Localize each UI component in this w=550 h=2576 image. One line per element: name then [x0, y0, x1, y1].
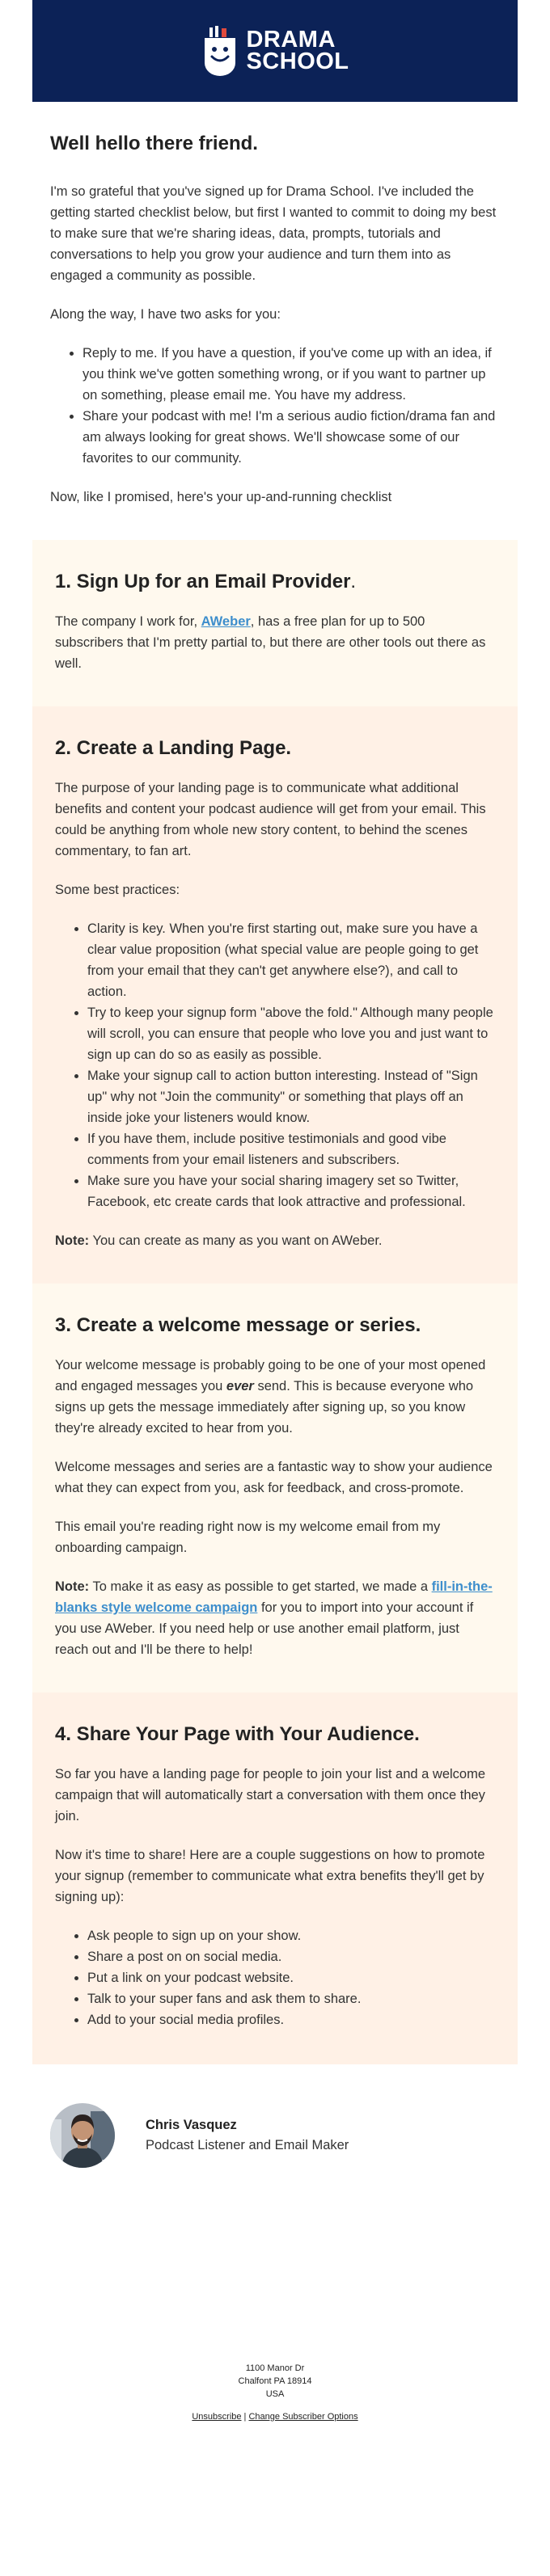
note-label: Note:	[55, 1233, 90, 1248]
step-1-text-after: , has a free plan for up to 500 subscribers that I'm pretty partial to, but there are other tools out there as well.	[55, 614, 486, 671]
note-after: for you to import into your account if you use AWeber. If you need help or use another email platform, just reach out and I'll be there to help!	[55, 1600, 474, 1657]
address-line-3: USA	[265, 2389, 285, 2399]
list-item: • If you have them, include positive testimonials and good vibe comments from your email listeners and subscribers.	[87, 1128, 495, 1170]
step-1-text-before: The company I work for,	[55, 614, 201, 629]
logo-line-2: SCHOOL	[246, 48, 349, 74]
step-3-paragraph-3: This email you're reading right now is my welcome email from my onboarding campaign.	[55, 1520, 441, 1555]
person-avatar-icon	[50, 2103, 115, 2168]
unsubscribe-link[interactable]: Unsubscribe	[192, 2412, 242, 2422]
p1-after: send. This is because everyone who signs up gets the message immediately after signing up, so you know they're already excited to hear from you.	[55, 1379, 474, 1436]
address-line-2: Chalfont PA 18914	[238, 2376, 312, 2386]
suggestions-list	[55, 1925, 495, 2030]
list-item: • Share your podcast with me! I'm a serious audio fiction/drama fan and am always looking for great shows. We'll showcase some of our favorites to our community.	[82, 406, 500, 469]
step-4-paragraph-2: Now it's time to share! Here are a couple suggestions on how to promote your signup (remember to communicate what extra benefits they'll get by signing up):	[55, 1848, 485, 1904]
list-item: • Put a link on your podcast website.	[87, 1967, 495, 1988]
list-item: • Talk to your super fans and ask them to share.	[87, 1988, 495, 2009]
logo-wordmark	[246, 29, 349, 73]
step-2-title: 2. Create a Landing Page.	[55, 737, 292, 759]
step-3-title: 3. Create a welcome message or series.	[55, 1314, 421, 1336]
signature-role: Podcast Listener and Email Maker	[146, 2138, 349, 2152]
change-subscriber-options-link[interactable]: Change Subscriber Options	[248, 2412, 358, 2422]
note-before: To make it as easy as possible to get started, we made a	[89, 1579, 432, 1594]
p1-emphasis: ever	[226, 1379, 254, 1393]
p1-before: Your welcome message is probably going to be one of your most opened and engaged messages you	[55, 1358, 486, 1393]
header-banner	[32, 0, 518, 102]
asks-intro: Along the way, I have two asks for you:	[50, 307, 281, 322]
list-item: • Make your signup call to action button interesting. Instead of "Sign up" why not "Join the community" or something that plays off an inside joke your listeners would know.	[87, 1065, 495, 1128]
note-label: Note:	[55, 1579, 90, 1594]
list-item: • Make sure you have your social sharing imagery set so Twitter, Facebook, etc create cards that look attractive and professional.	[87, 1170, 495, 1212]
signature-name: Chris Vasquez	[146, 2118, 237, 2132]
smiling-mug-icon	[201, 26, 239, 76]
list-item: • Try to keep your signup form "above the fold." Although many people will scroll, you can ensure that people who love you and just want to sign up can do so as easily as possible.	[87, 1002, 495, 1065]
step-4-title: 4. Share Your Page with Your Audience.	[55, 1723, 420, 1745]
step-3-note	[55, 1576, 495, 1660]
asks-list	[50, 343, 500, 469]
step-2-paragraph: The purpose of your landing page is to communicate what additional benefits and content your podcast audience will get from your email. This could be anything from whole new story content, to behind the scenes commentary, to fan art.	[55, 781, 486, 858]
list-item: • Clarity is key. When you're first starting out, make sure you have a clear value proposition (what special value are people going to get from your email that they can't get anywhere else?), and call to action.	[87, 918, 495, 1002]
step-3-paragraph-2: Welcome messages and series are a fantastic way to show your audience what they can expect from you, ask for feedback, and cross-promote.	[55, 1460, 493, 1495]
aweber-link[interactable]: AWeber	[201, 614, 251, 629]
address-line-1: 1100 Manor Dr	[245, 2363, 305, 2373]
footer-separator: |	[241, 2412, 249, 2422]
step-2-note	[55, 1230, 495, 1251]
list-item: • Ask people to sign up on your show.	[87, 1925, 495, 1946]
email-container	[32, 0, 518, 2423]
best-practices-intro: Some best practices:	[55, 883, 180, 897]
avatar	[50, 2103, 115, 2168]
step-1-title-text: 1. Sign Up for an Email Provider	[55, 571, 351, 592]
greeting-heading: Well hello there friend.	[50, 133, 258, 154]
welcome-campaign-link[interactable]: fill-in-the-blanks style welcome campaign	[55, 1579, 493, 1615]
signature-block	[32, 2064, 518, 2168]
footer	[32, 2362, 518, 2423]
step-1-title-dot: .	[350, 571, 357, 592]
checklist-intro: Now, like I promised, here's your up-and-running checklist	[50, 490, 392, 504]
intro-section	[32, 102, 518, 540]
note-text: You can create as many as you want on AWeber.	[89, 1233, 383, 1248]
step-3-paragraph-1	[55, 1355, 495, 1439]
best-practices-list	[55, 918, 495, 1212]
list-item: • Reply to me. If you have a question, if you've come up with an idea, if you think we've gotten something wrong, or if you want to partner up on something, please email me. You have my address.	[82, 343, 500, 406]
drama-school-logo[interactable]	[201, 26, 349, 76]
intro-paragraph: I'm so grateful that you've signed up for Drama School. I've included the getting started checklist below, but first I wanted to commit to doing my best to make sure that we're sharing ideas, data, prompts, tutorials and conversations to help you grow your audience and turn them into as engaged a community as possible.	[50, 184, 497, 283]
step-4-section	[32, 1693, 518, 2064]
step-1-paragraph	[55, 611, 495, 674]
step-1-title	[55, 571, 495, 593]
step-1-section	[32, 540, 518, 706]
footer-links	[32, 2410, 518, 2423]
step-4-paragraph-1: So far you have a landing page for people to join your list and a welcome campaign that will automatically start a conversation with them once they join.	[55, 1767, 486, 1823]
logo-line-1: DRAMA	[246, 27, 336, 53]
step-3-section	[32, 1284, 518, 1693]
list-item: • Share a post on on social media.	[87, 1946, 495, 1967]
list-item: • Add to your social media profiles.	[87, 2009, 495, 2030]
signature-text	[146, 2118, 349, 2153]
step-2-section	[32, 706, 518, 1284]
